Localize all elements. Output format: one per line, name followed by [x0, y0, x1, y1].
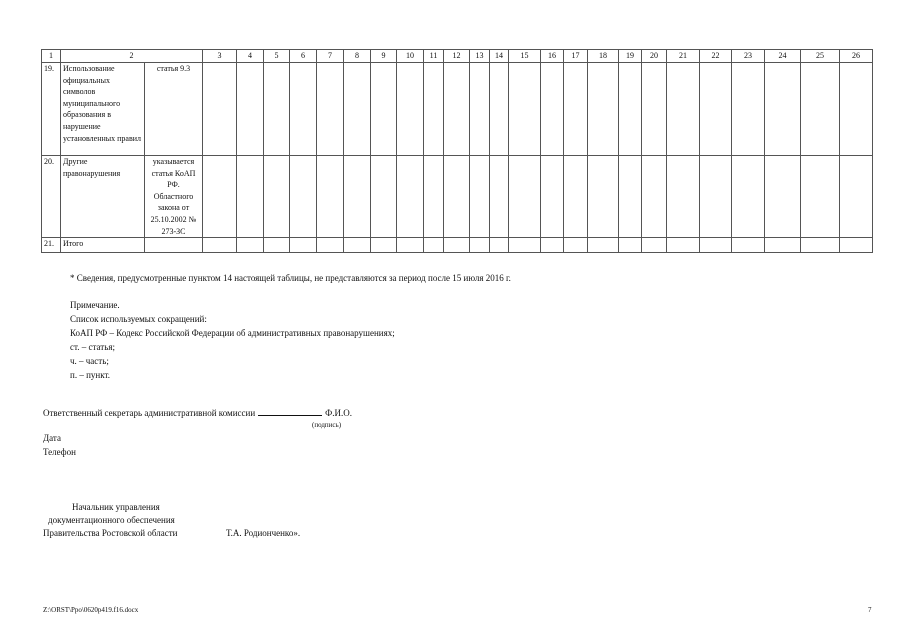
- table-cell: [317, 238, 344, 253]
- table-cell: [317, 156, 344, 238]
- table-cell: [290, 156, 317, 238]
- row-name: Использование официальных символов муниципального образования в нарушение установленных правил: [61, 63, 145, 156]
- table-row: [42, 238, 873, 253]
- table-cell: [667, 156, 700, 238]
- table-cell: [801, 156, 840, 238]
- table-cell: [642, 238, 667, 253]
- table-cell: [619, 156, 642, 238]
- table-cell: [700, 63, 732, 156]
- table-cell: [237, 156, 264, 238]
- row-number: 20.: [42, 156, 61, 238]
- table-cell: [619, 238, 642, 253]
- table-cell: [371, 63, 397, 156]
- table-cell: [397, 63, 424, 156]
- column-header: 13: [470, 50, 490, 63]
- table-cell: [470, 238, 490, 253]
- table-cell: [509, 63, 541, 156]
- name-placeholder: Ф.И.О.: [325, 408, 353, 418]
- table-cell: [490, 156, 509, 238]
- head-title-line2: документационного обеспечения: [48, 515, 175, 525]
- column-header: 16: [541, 50, 564, 63]
- table-cell: [667, 238, 700, 253]
- column-header: 14: [490, 50, 509, 63]
- table-cell: [765, 238, 801, 253]
- table-cell: [564, 63, 588, 156]
- table-cell: [700, 238, 732, 253]
- row-name: Другие правонарушения: [61, 156, 145, 238]
- column-header: 7: [317, 50, 344, 63]
- table-cell: [237, 63, 264, 156]
- table-cell: [765, 156, 801, 238]
- table-cell: [840, 156, 873, 238]
- abbrev-item: ч. – часть;: [70, 356, 109, 366]
- column-header: 3: [203, 50, 237, 63]
- table-cell: [203, 63, 237, 156]
- table-cell: [371, 238, 397, 253]
- table-cell: [509, 156, 541, 238]
- table-cell: [470, 156, 490, 238]
- table-cell: [564, 156, 588, 238]
- row-article: указывается статья КоАП РФ. Областного закона от 25.10.2002 № 273-ЗС: [145, 156, 203, 238]
- head-title-line3: Правительства Ростовской области: [43, 528, 178, 538]
- table-cell: [801, 63, 840, 156]
- table-cell: [619, 63, 642, 156]
- table-cell: [667, 63, 700, 156]
- column-header: 22: [700, 50, 732, 63]
- table-cell: [840, 63, 873, 156]
- abbrev-item: КоАП РФ – Кодекс Российской Федерации об административных правонарушениях;: [70, 328, 395, 338]
- head-title-line1: Начальник управления: [72, 502, 160, 512]
- column-header: 23: [732, 50, 765, 63]
- table-cell: [470, 63, 490, 156]
- table-cell: [765, 63, 801, 156]
- table-cell: [564, 238, 588, 253]
- table-cell: [541, 238, 564, 253]
- secretary-role: Ответственный секретарь административной комиссии: [43, 408, 256, 418]
- table-cell: [541, 156, 564, 238]
- column-header: 15: [509, 50, 541, 63]
- row-number: 19.: [42, 63, 61, 156]
- column-header: 11: [424, 50, 444, 63]
- table-cell: [840, 238, 873, 253]
- report-table: [41, 49, 873, 253]
- table-cell: [801, 238, 840, 253]
- table-cell: [541, 63, 564, 156]
- table-cell: [424, 63, 444, 156]
- table-cell: [490, 238, 509, 253]
- head-name: Т.А. Родионченко».: [226, 528, 301, 538]
- table-cell: [588, 238, 619, 253]
- table-cell: [371, 156, 397, 238]
- column-header: 26: [840, 50, 873, 63]
- table-cell: [344, 63, 371, 156]
- page-number: 7: [868, 606, 872, 614]
- column-header: 25: [801, 50, 840, 63]
- column-header: 20: [642, 50, 667, 63]
- note-title: Примечание.: [70, 300, 120, 310]
- table-cell: [344, 156, 371, 238]
- table-cell: [237, 238, 264, 253]
- row-number: 21.: [42, 238, 61, 253]
- table-cell: [700, 156, 732, 238]
- row-article: [145, 238, 203, 253]
- table-cell: [264, 238, 290, 253]
- table-cell: [732, 63, 765, 156]
- abbrev-item: п. – пункт.: [70, 370, 110, 380]
- table-cell: [264, 156, 290, 238]
- column-header: 24: [765, 50, 801, 63]
- column-header: 21: [667, 50, 700, 63]
- column-header: 6: [290, 50, 317, 63]
- table-cell: [732, 156, 765, 238]
- column-header: 2: [61, 50, 203, 63]
- table-cell: [203, 238, 237, 253]
- abbrev-item: ст. – статья;: [70, 342, 115, 352]
- row-name: Итого: [61, 238, 145, 253]
- column-header: 8: [344, 50, 371, 63]
- table-cell: [490, 63, 509, 156]
- column-header: 10: [397, 50, 424, 63]
- table-cell: [344, 238, 371, 253]
- column-header: 4: [237, 50, 264, 63]
- abbrev-list-title: Список используемых сокращений:: [70, 314, 207, 324]
- signature-blank: [258, 406, 322, 416]
- signature-caption: (подпись): [312, 421, 342, 429]
- table-row: [42, 63, 873, 156]
- phone-label: Телефон: [43, 447, 76, 457]
- table-cell: [290, 63, 317, 156]
- table-cell: [264, 63, 290, 156]
- date-label: Дата: [43, 433, 61, 443]
- column-header: 19: [619, 50, 642, 63]
- table-cell: [642, 63, 667, 156]
- column-header: 5: [264, 50, 290, 63]
- footer-file-path: Z:\ORST\Ppo\0620p419.f16.docx: [43, 606, 139, 614]
- table-row: [42, 156, 873, 238]
- column-header: 1: [42, 50, 61, 63]
- table-header-row: [42, 50, 873, 63]
- table-cell: [317, 63, 344, 156]
- column-header: 9: [371, 50, 397, 63]
- table-cell: [424, 238, 444, 253]
- column-header: 12: [444, 50, 470, 63]
- table-cell: [397, 156, 424, 238]
- table-cell: [444, 63, 470, 156]
- table-cell: [588, 156, 619, 238]
- table-cell: [290, 238, 317, 253]
- table-cell: [444, 156, 470, 238]
- footnote: * Сведения, предусмотренные пунктом 14 настоящей таблицы, не представляются за период после 15 июля 2016 г.: [70, 273, 511, 283]
- table-cell: [444, 238, 470, 253]
- table-cell: [642, 156, 667, 238]
- column-header: 17: [564, 50, 588, 63]
- table-cell: [509, 238, 541, 253]
- table-cell: [397, 238, 424, 253]
- signature-line: [43, 406, 352, 420]
- column-header: 18: [588, 50, 619, 63]
- table-cell: [424, 156, 444, 238]
- row-article: статья 9.3: [145, 63, 203, 156]
- table-cell: [588, 63, 619, 156]
- table-cell: [203, 156, 237, 238]
- table-cell: [732, 238, 765, 253]
